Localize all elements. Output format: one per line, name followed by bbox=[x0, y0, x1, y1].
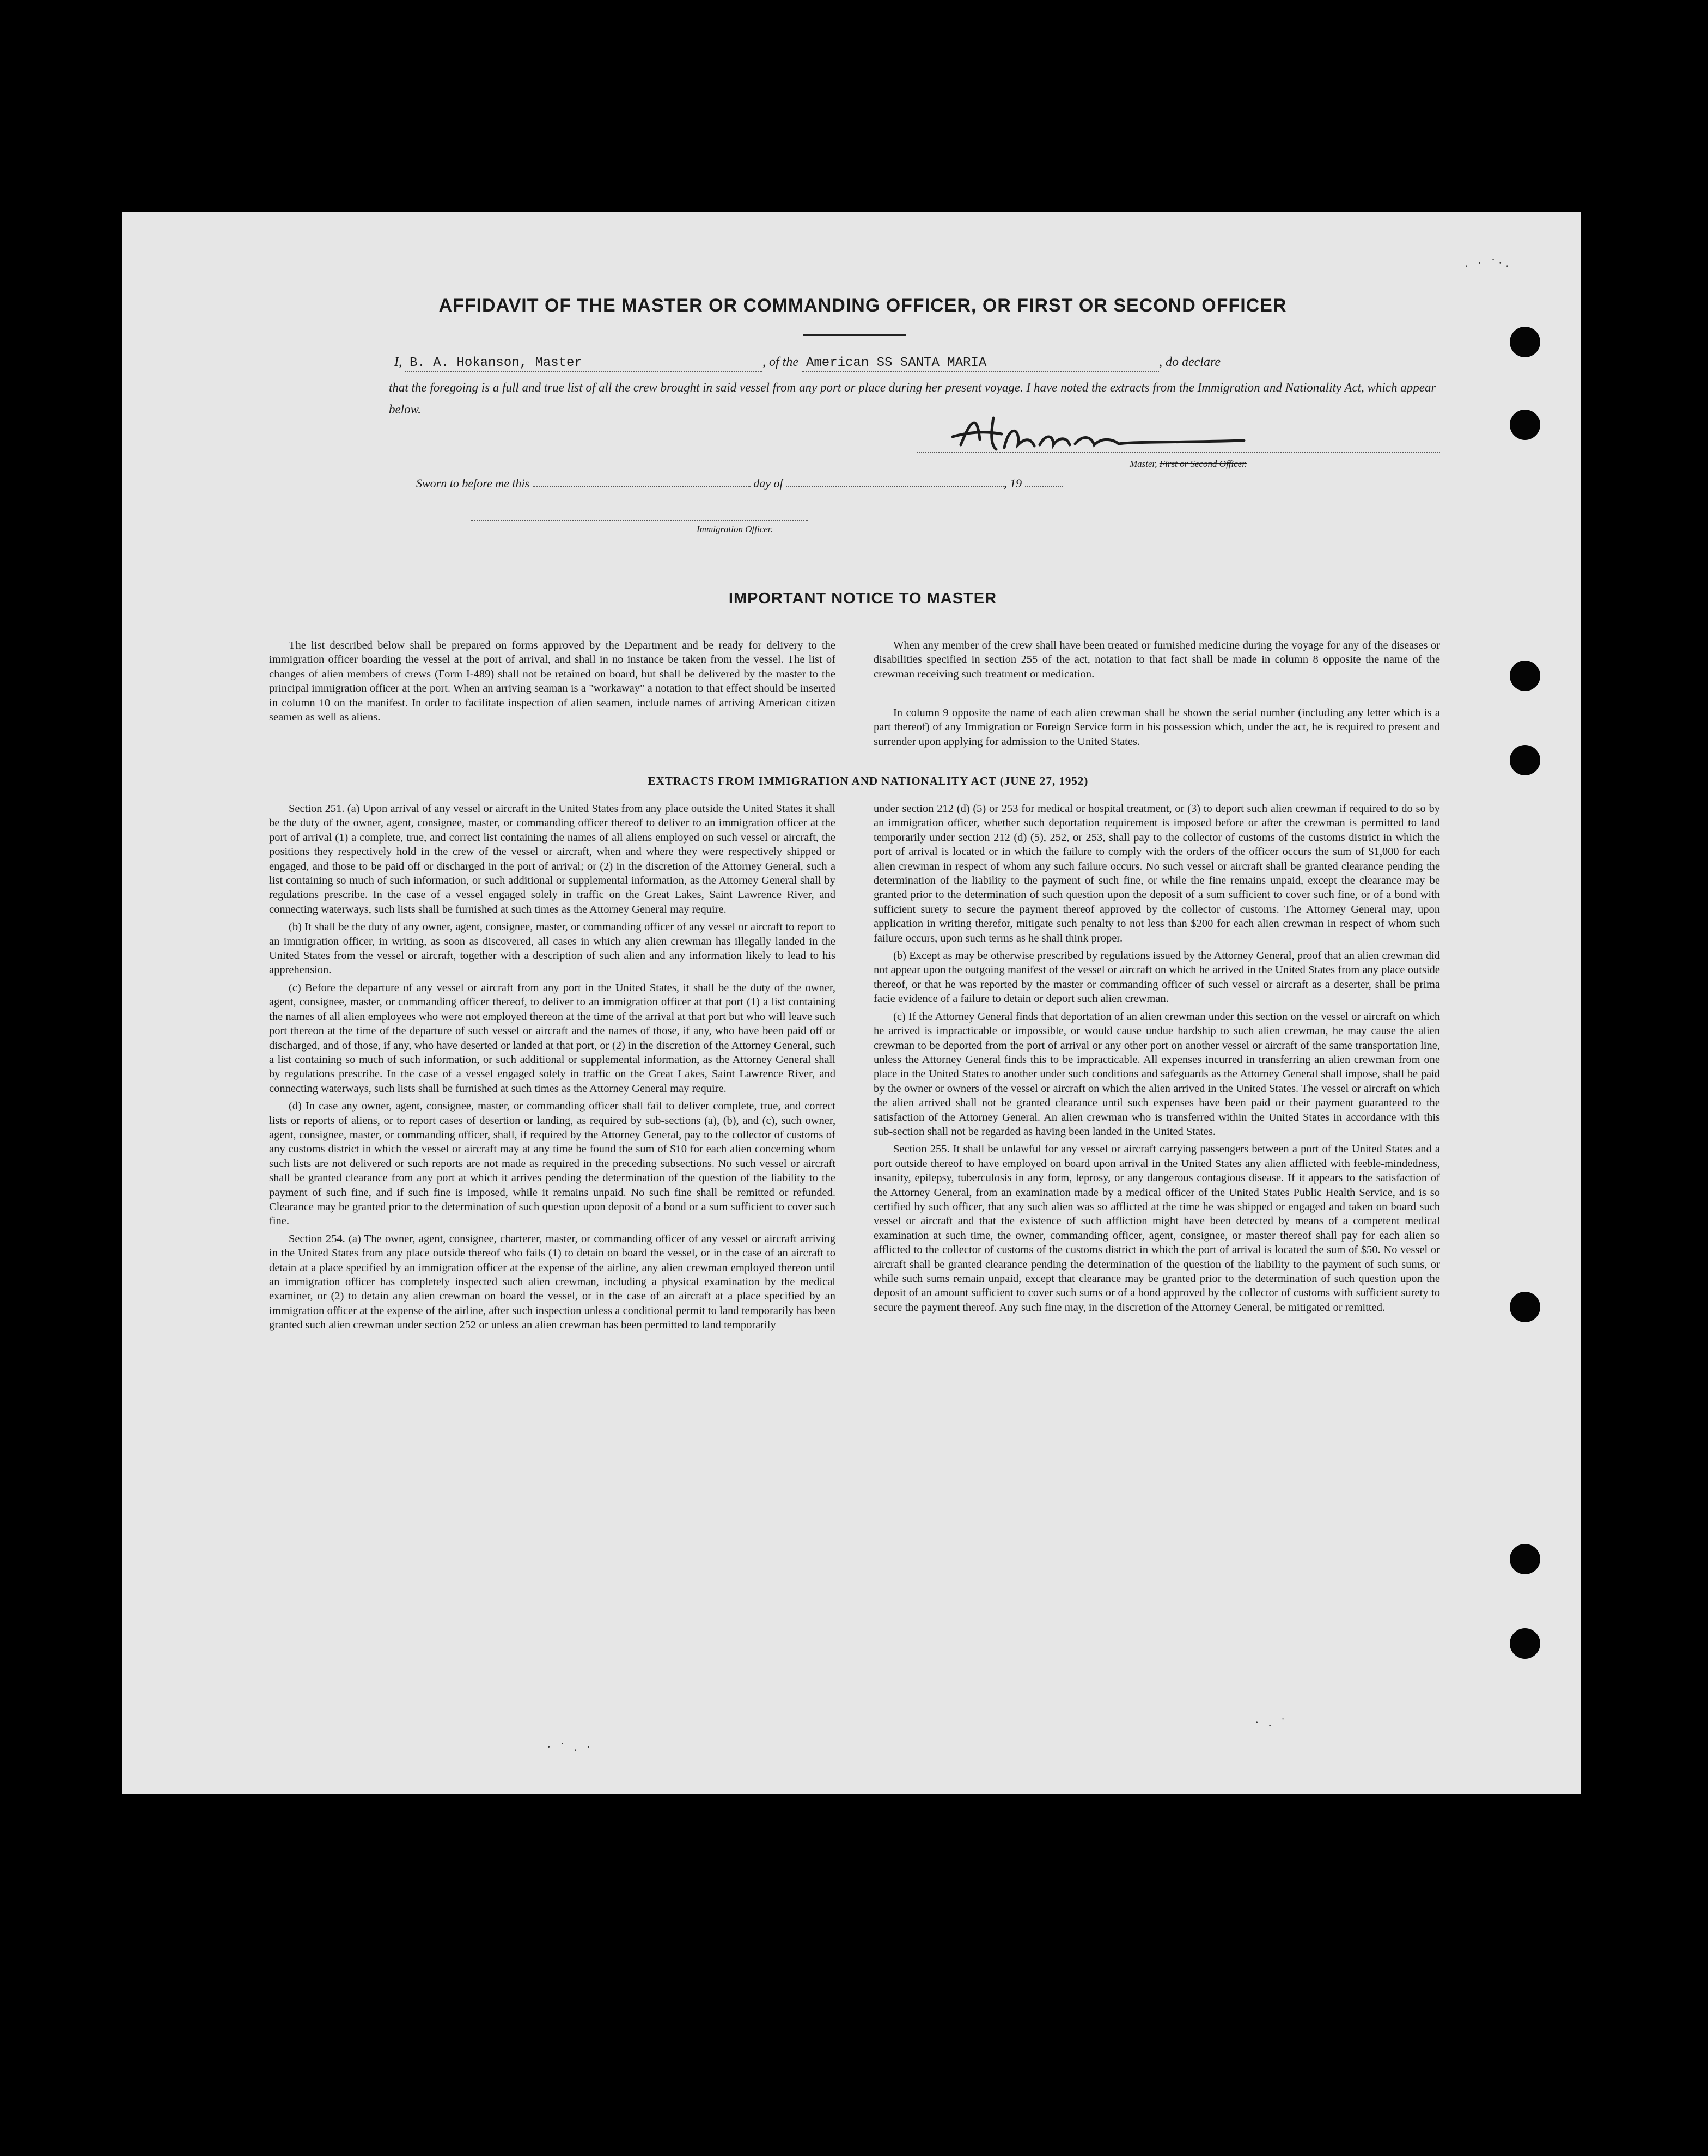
immigration-officer-line bbox=[471, 520, 808, 521]
section-251-a: Section 251. (a) Upon arrival of any vessel or aircraft in the United States from any place outside the United States it shall be the duty of the owner, agent, consignee, master, or commanding officer thereof to deliver to an immigration officer at the port of arrival (1) a complete, true, and correct list containing the names of all aliens employed on such vessel or aircraft, the positions they respectively hold in the crew of the vessel or aircraft, when and where they were respectively shipped or engaged, and those to be paid off or discharged in the port of arrival; or (2) in the discretion of the Attorney General, such a list containing so much of such information, or such additional or supplemental information, as the Attorney General shall by regulations prescribe. In the case of a vessel engaged solely in traffic on the Great Lakes, Saint Lawrence River, and connecting waterways, such lists shall be furnished at such times as the Attorney General may require. bbox=[269, 803, 835, 915]
punch-hole bbox=[1510, 1628, 1540, 1659]
section-254-b: (b) Except as may be otherwise prescribed by regulations issued by the Attorney General, proof that an alien crewman did not appear upon the outgoing manifest of the vessel or aircraft on which he arrived in the United States from any place outside thereof, or that he was reported by the master or commanding officer of such vessel or aircraft as a deserter, shall be prima facie evidence of a failure to detain or deport such alien crewman. bbox=[874, 950, 1440, 1005]
sworn-line bbox=[416, 477, 1063, 491]
extracts-right-column bbox=[874, 802, 1440, 1315]
punch-hole bbox=[1510, 327, 1540, 357]
section-254-a-continued: under section 212 (d) (5) or 253 for medical or hospital treatment, or (3) to deport such alien crewman if required to do so by an immigration officer, whether such deportation requirement is imposed before or after the crewman is permitted to land temporarily under section 212 (d) (5), 252, or 253, shall pay to the collector of customs of the customs district in which the port of arrival is located or in which the failure to comply with the orders of the officer occurs the sum of $1,000 for each alien crewman in respect of whom any such failure occurs. No such vessel or aircraft shall be granted clearance pending the determination of the liability to the payment of such fine, or while the fine remains unpaid, except the clearance may be granted prior to the determination of such question upon the deposit of a sum sufficient to cover such fine, or of a bond with sufficient surety to secure the payment thereof approved by the collector of customs. The Attorney General may, upon application in writing therefor, mitigate such penalty to not less than $200 for each alien crewman in respect of whom such failure occurs, upon such terms as he shall think proper. bbox=[874, 803, 1440, 944]
section-251-b: (b) It shall be the duty of any owner, agent, consignee, master, or commanding officer of any vessel or aircraft to report to an immigration officer, in writing, as soon as discovered, all cases in which any alien crewman has illegally landed in the United States from the vessel or aircraft, together with a description of such alien and any information likely to lead to his apprehension. bbox=[269, 921, 835, 976]
scan-specks: · ˙ . · bbox=[547, 1740, 594, 1754]
do-declare-label: , do declare bbox=[1159, 355, 1221, 369]
title-divider bbox=[803, 334, 906, 336]
declarant-line bbox=[394, 355, 1221, 372]
punch-hole bbox=[1510, 661, 1540, 691]
of-the-label: , of the bbox=[762, 355, 798, 369]
punch-hole bbox=[1510, 745, 1540, 775]
section-251-c: (c) Before the departure of any vessel or aircraft from any port in the United States, it shall be the duty of the owner, agent, consignee, master, or commanding officer thereof, to deliver to an immigration officer at that port (1) a list containing the names of all alien employees who were not employed thereon at the time of the arrival at that port but who will leave such port thereon at the time of the departure of such vessel or aircraft and the names of those, if any, who have been paid off or discharged, and of those, if any, who have deserted or landed at that port, or (2) in the discretion of the Attorney General, such a list containing so much of such information, or such additional or supplemental information, as the Attorney General shall by regulations prescribe. In the case of a vessel engaged solely in traffic on the Great Lakes, Saint Lawrence River, and connecting waterways, such lists shall be furnished at such times as the Attorney General may require. bbox=[269, 981, 835, 1095]
sworn-year-field bbox=[1025, 477, 1063, 487]
punch-hole bbox=[1510, 1292, 1540, 1322]
signature-caption bbox=[1130, 459, 1247, 469]
notice-right-paragraph-2: In column 9 opposite the name of each alien crewman shall be shown the serial number (including any letter which is a part thereof) of any Immigration or Foreign Service form in his possession which, under the act, he is required to present and surrender upon applying for admission to the United States. bbox=[874, 707, 1440, 748]
declaration-text: that the foregoing is a full and true list of all the crew brought in said vessel from any port or place during her present voyage. I have noted the extracts from the Immigration and Nationality Act, which appear below. bbox=[389, 381, 1436, 416]
sworn-month-field bbox=[786, 477, 1004, 487]
master-name-field: B. A. Hokanson, Master bbox=[405, 356, 762, 372]
immigration-officer-caption: Immigration Officer. bbox=[697, 524, 773, 534]
notice-right-paragraph-1: When any member of the crew shall have been treated or furnished medicine during the voyage for any of the diseases or disabilities specified in section 255 of the act, notation to that fact shall be made in column 8 opposite the name of the crewman receiving such treatment or medication. bbox=[874, 639, 1440, 680]
affidavit-title: AFFIDAVIT OF THE MASTER OR COMMANDING OFFICER, OR FIRST OR SECOND OFFICER bbox=[438, 295, 1287, 316]
pronoun-label: I, bbox=[394, 355, 402, 369]
sworn-label: Sworn to before me this bbox=[416, 477, 530, 490]
scan-specks: · . ˙ bbox=[1255, 1715, 1289, 1729]
signature-line bbox=[917, 452, 1440, 453]
section-254-a: Section 254. (a) The owner, agent, consignee, charterer, master, or commanding officer of any vessel or aircraft arriving in the United States from any place outside thereof who fails (1) to detain on board the vessel, or in the case of an aircraft to detain at a place specified by an immigration officer at the expense of the airline, any alien crewman employed thereon until an immigration officer has completely inspected such alien crewman, including a physical examination by the medical examiner, or (2) to detain any alien crewman on board the vessel, or in the case of an aircraft at a place specified by an immigration officer at the expense of the airline, after such inspection unless a conditional permit to land temporarily has been granted such alien crewman under section 252 or unless an alien crewman has been permitted to land temporarily bbox=[269, 1232, 835, 1332]
punch-hole bbox=[1510, 410, 1540, 440]
document-page bbox=[122, 212, 1581, 1794]
section-251-d: (d) In case any owner, agent, consignee, master, or commanding officer shall fail to deliver complete, true, and correct lists or reports of aliens, or to report cases of desertion or landing, as required by sub-sections (a), (b), and (c), such owner, agent, consignee, master, or commanding officer, shall, if required by the Attorney General, pay to the collector of customs of any customs district in which the vessel or aircraft may at any time be found the sum of $10 for each alien concerning whom such lists are not delivered or such reports are not made as required in the preceding subsections. No such vessel or aircraft shall be granted clearance from any port at which it arrives pending the determination of the question of the liability to the payment of such fine, and if such fine is imposed, while it remains unpaid. No such fine shall be remitted or refunded. Clearance may be granted prior to the determination of such question upon deposit of a bond or a sum sufficient to cover such fine. bbox=[269, 1100, 835, 1227]
day-of-label: day of bbox=[753, 477, 783, 490]
scan-specks: . · ˙·. bbox=[1465, 256, 1512, 270]
vessel-name-field: American SS SANTA MARIA bbox=[802, 356, 1159, 372]
master-caption: Master, bbox=[1130, 459, 1157, 469]
extracts-left-column bbox=[269, 802, 835, 1333]
section-255: Section 255. It shall be unlawful for any vessel or aircraft carrying passengers between a port of the United States and a port outside thereof to have employed on board upon arrival in the United States any alien afflicted with feeble-mindedness, insanity, epilepsy, tuberculosis in any form, leprosy, or any dangerous contagious disease. If it appears to the satisfaction of the Attorney General, from an examination made by a medical officer of the United States Public Health Service, and is so certified by such officer, that any such alien was so afflicted at the time he was shipped or engaged and taken on board such vessel or aircraft and that the existence of such affliction might have been detected by means of a competent medical examination at such time, the owner, commanding officer, agent, consignee, or master thereof shall pay for each alien so afflicted to the collector of customs of the customs district in which the port of arrival is located the sum of $50. No vessel or aircraft shall be granted clearance pending the determination of the question of the liability to the payment of such sums, or while such sums remain unpaid, except that clearance may be granted prior to the determination of such question upon the deposit of an amount sufficient to cover such sums or of a bond approved by the collector of customs with sufficient surety to secure the payment thereof. Any such fine may, in the discretion of the Attorney General, be mitigated or remitted. bbox=[874, 1143, 1440, 1314]
extracts-title: EXTRACTS FROM IMMIGRATION AND NATIONALITY ACT (JUNE 27, 1952) bbox=[648, 774, 1089, 787]
notice-title: IMPORTANT NOTICE TO MASTER bbox=[728, 590, 997, 607]
notice-left-paragraph: The list described below shall be prepared on forms approved by the Department and be ready for delivery to the immigration officer boarding the vessel at the port of arrival, and shall in no instance be taken from the vessel. The list of changes of alien members of crews (Form I-489) shall not be retained on board, but shall be delivered by the master to the principal immigration officer at the port. When an arriving seaman is a "workaway" a notation to that effect should be inserted in column 10 on the manifest. In order to facilitate inspection of alien seamen, include names of arriving American citizen seamen as well as aliens. bbox=[269, 639, 835, 724]
punch-hole bbox=[1510, 1544, 1540, 1574]
year-label: , 19 bbox=[1004, 477, 1022, 490]
master-signature bbox=[939, 407, 1288, 459]
struck-officer-caption: First or Second Officer. bbox=[1159, 459, 1247, 469]
sworn-day-field bbox=[533, 477, 751, 487]
section-254-c: (c) If the Attorney General finds that deportation of an alien crewman under this section on the vessel or aircraft on which he arrived is impracticable or impossible, or would cause undue hardship to such alien crewman, he may cause the alien crewman to be deported from the port of arrival or any other port on another vessel or aircraft of the same transportation line, unless the Attorney General finds this to be impracticable. All expenses incurred in transferring an alien crewman from one place in the United States to another under such conditions and safeguards as the Attorney General shall impose, shall be paid by the owner or owners of the vessel or aircraft on which the alien arrived in the United States. The vessel or aircraft on which the alien arrived shall not be granted clearance until such expenses have been paid or their payment guaranteed to the satisfaction of the Attorney General. An alien crewman who is transferred within the United States in accordance with this sub-section shall not be regarded as having been landed in the United States. bbox=[874, 1010, 1440, 1138]
